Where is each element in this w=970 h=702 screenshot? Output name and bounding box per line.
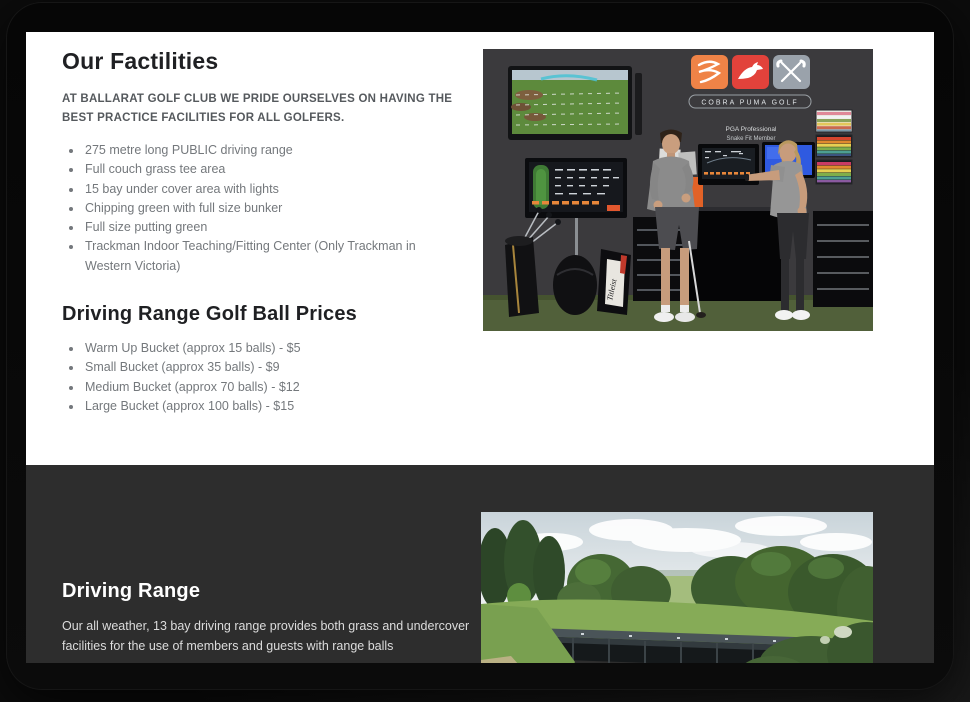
list-item: • Medium Bucket (approx 70 balls) - $12 <box>83 378 458 397</box>
prices-heading: Driving Range Golf Ball Prices <box>62 303 357 326</box>
list-item: • Chipping green with full size bunker <box>83 199 458 218</box>
facilities-intro: AT BALLARAT GOLF CLUB WE PRIDE OURSELVES ON HAVING THE BEST PRACTICE FACILITIES FOR ALL GOLFERS. <box>62 93 453 124</box>
titleist-bag <box>597 249 631 315</box>
list-item: • 15 bay under cover area with lights <box>83 180 458 199</box>
driving-range-heading: Driving Range <box>62 580 201 602</box>
list-item: • 275 metre long PUBLIC driving range <box>83 141 458 160</box>
brand-badge-text: COBRA PUMA GOLF <box>701 99 799 107</box>
cobra-logo-tile <box>691 55 728 89</box>
tablet-frame <box>6 2 954 690</box>
facilities-text-column <box>62 32 482 416</box>
facilities-list <box>62 141 458 276</box>
list-item: • Full size putting green <box>83 218 458 237</box>
list-item: • Trackman Indoor Teaching/Fitting Center (Only Trackman in Western Victoria) <box>83 237 458 276</box>
webpage-viewport <box>26 32 934 663</box>
bag-brand-text: Titleist <box>605 278 619 302</box>
page-title: Our Factilities <box>62 48 219 74</box>
speaker-bar <box>635 73 642 135</box>
driving-range-photo <box>481 512 873 663</box>
center-console <box>689 207 785 301</box>
list-item: • Warm Up Bucket (approx 15 balls) - $5 <box>83 339 458 358</box>
golf-logo-tile <box>773 55 810 89</box>
sign-line-2: Snake Fit Member <box>726 136 776 142</box>
fitting-center-photo <box>483 49 873 331</box>
range-view-tv <box>508 66 632 140</box>
list-item: • Large Bucket (approx 100 balls) - $15 <box>83 397 458 416</box>
facilities-section <box>26 32 934 465</box>
right-drawer-cabinet <box>813 211 873 307</box>
list-item: • Small Bucket (approx 35 balls) - $9 <box>83 358 458 377</box>
driving-range-paragraph: Our all weather, 13 bay driving range provides both grass and undercover facilities for the use of members and guests with range balls <box>62 619 470 653</box>
sign-line-1: PGA Professional <box>725 126 777 133</box>
shaft-chart-cards <box>816 110 852 184</box>
cobra-puma-golf-badge <box>689 95 811 108</box>
prices-list <box>62 339 458 416</box>
list-item: • Full couch grass tee area <box>83 160 458 179</box>
puma-logo-tile <box>732 55 769 89</box>
driving-range-section <box>26 465 934 663</box>
